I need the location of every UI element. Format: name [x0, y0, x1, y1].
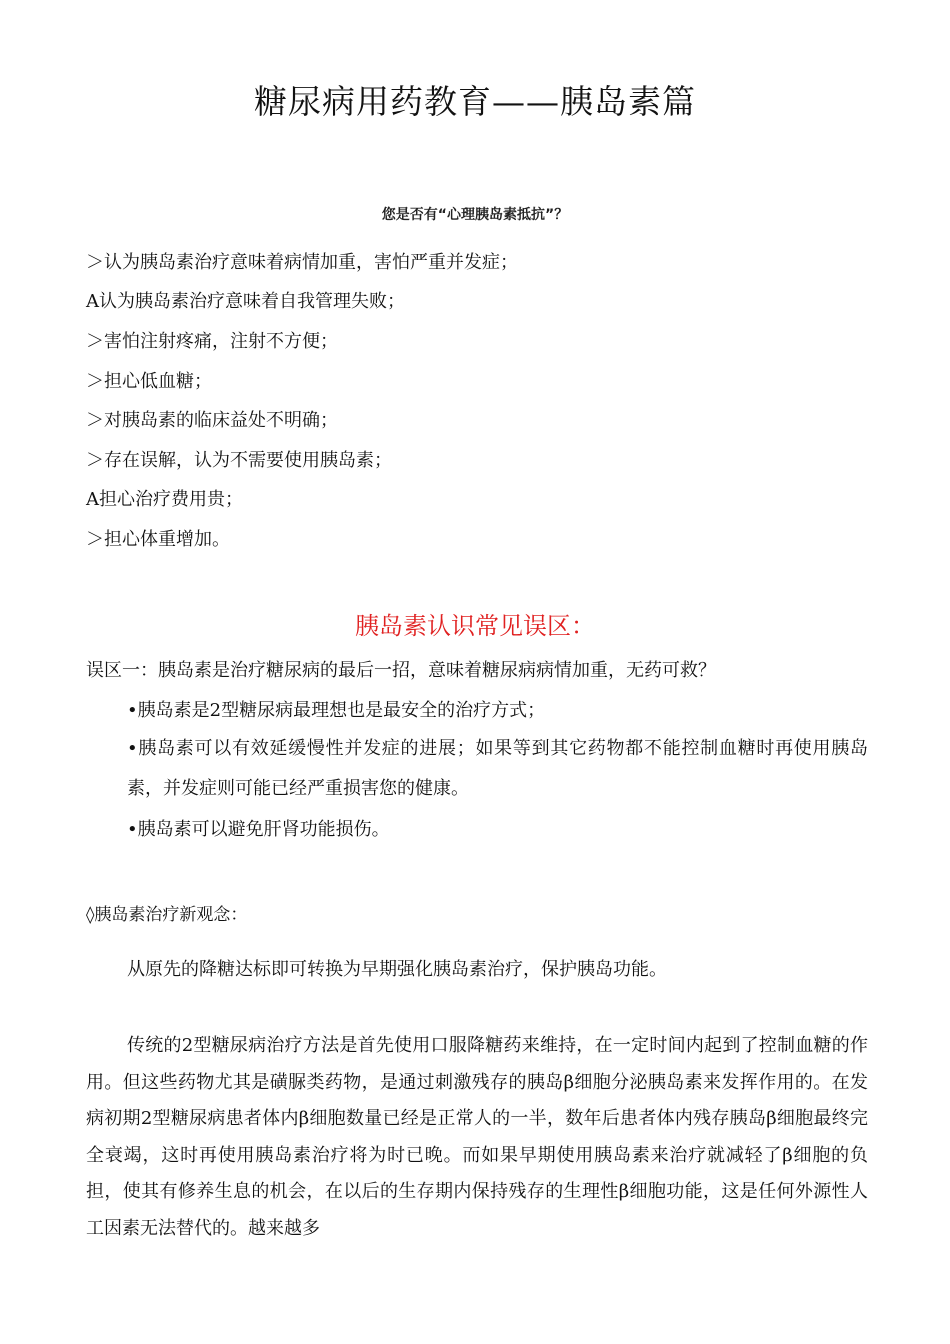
myth-bullet: •胰岛素可以有效延缓慢性并发症的进展；如果等到其它药物都不能控制血糖时再使用胰岛素，并发症则可能已经严重损害您的健康。: [127, 738, 868, 799]
list-item: A认为胰岛素治疗意味着自我管理失败；: [86, 291, 405, 312]
new-concept-statement: 从原先的降糖达标即可转换为早期强化胰岛素治疗，保护胰岛功能。: [127, 959, 667, 980]
list-item: ＞担心低血糖；: [86, 371, 212, 392]
myth-bullet: •胰岛素是2型糖尿病最理想也是最安全的治疗方式；: [127, 700, 546, 721]
list-item: ＞害怕注射疼痛，注射不方便；: [86, 331, 338, 352]
list-item: A担心治疗费用贵；: [86, 489, 243, 510]
myth-bullet: •胰岛素可以避免肝肾功能损伤。: [127, 819, 390, 840]
list-item: ＞存在误解，认为不需要使用胰岛素；: [86, 450, 392, 471]
list-item: ＞对胰岛素的临床益处不明确；: [86, 410, 338, 431]
body-paragraph: 传统的2型糖尿病治疗方法是首先使用口服降糖药来维持，在一定时间内起到了控制血糖的作用。但这些药物尤其是磺脲类药物，是通过刺激残存的胰岛β细胞分泌胰岛素来发挥作用的。在发病初期2型糖尿病患者体内β细胞数量已经是正常人的一半，数年后患者体内残存胰岛β细胞最终完全衰竭，这时再使用胰岛素治疗将为时已晚。而如果早期使用胰岛素来治疗就减轻了β细胞的负担，使其有修养生息的机会，在以后的生存期内保持残存的生理性β细胞功能，这是任何外源性人工因素无法替代的。越来越多: [86, 1035, 868, 1239]
section-subtitle: 您是否有“心理胰岛素抵抗”？: [381, 207, 569, 223]
list-item: ＞担心体重增加。: [86, 529, 230, 550]
misconceptions-heading: 胰岛素认识常见误区：: [355, 612, 595, 640]
document-title: 糖尿病用药教育——胰岛素篇: [254, 82, 696, 121]
list-item: ＞认为胰岛素治疗意味着病情加重，害怕严重并发症；: [86, 252, 518, 273]
myth-one: 误区一：胰岛素是治疗糖尿病的最后一招，意味着糖尿病病情加重，无药可救？: [86, 660, 716, 681]
new-concept-heading: ◊胰岛素治疗新观念：: [86, 905, 248, 925]
